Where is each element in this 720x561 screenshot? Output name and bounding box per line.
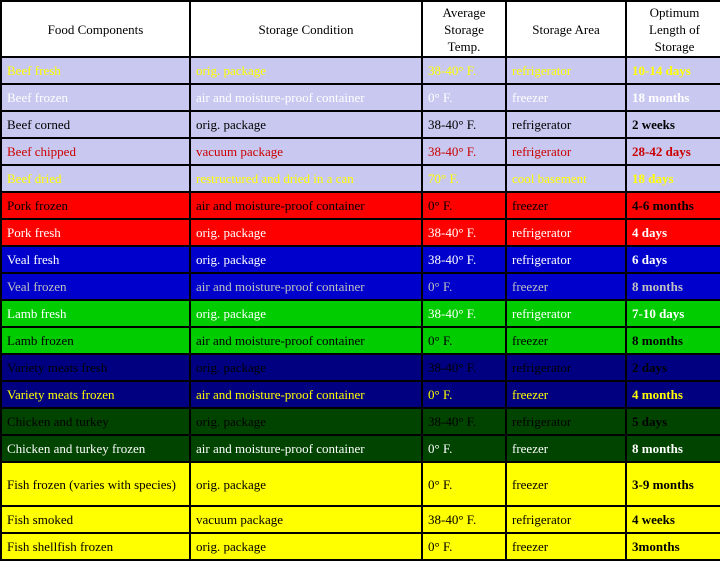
length-cell: 10-14 days: [627, 58, 720, 83]
food-cell: Lamb fresh: [2, 301, 189, 326]
condition-cell: vacuum package: [191, 507, 421, 532]
area-cell: refrigerator: [507, 507, 625, 532]
table-row: [2, 301, 720, 326]
food-cell: Fish smoked: [2, 507, 189, 532]
temp-cell: 0° F.: [423, 85, 505, 110]
table-row: [2, 58, 720, 83]
condition-cell: orig. package: [191, 58, 421, 83]
temp-cell: 38-40° F.: [423, 112, 505, 137]
condition-cell: orig. package: [191, 247, 421, 272]
length-cell: 8 months: [627, 436, 720, 461]
area-cell: refrigerator: [507, 58, 625, 83]
table-row: [2, 274, 720, 299]
table-row: [2, 112, 720, 137]
area-cell: freezer: [507, 193, 625, 218]
condition-cell: orig. package: [191, 409, 421, 434]
header-food-components: Food Components: [2, 2, 189, 56]
area-cell: refrigerator: [507, 247, 625, 272]
temp-cell: 38-40° F.: [423, 507, 505, 532]
table-row: [2, 193, 720, 218]
table-row: [2, 166, 720, 191]
temp-cell: 38-40° F.: [423, 220, 505, 245]
header-average-storage-temp: Average Storage Temp.: [423, 2, 505, 56]
food-cell: Variety meats fresh: [2, 355, 189, 380]
condition-cell: air and moisture-proof container: [191, 436, 421, 461]
temp-cell: 0° F.: [423, 193, 505, 218]
area-cell: refrigerator: [507, 220, 625, 245]
condition-cell: air and moisture-proof container: [191, 382, 421, 407]
temp-cell: 38-40° F.: [423, 355, 505, 380]
area-cell: refrigerator: [507, 301, 625, 326]
length-cell: 4 weeks: [627, 507, 720, 532]
length-cell: 18 days: [627, 166, 720, 191]
area-cell: refrigerator: [507, 139, 625, 164]
length-cell: 3-9 months: [627, 463, 720, 505]
temp-cell: 0° F.: [423, 463, 505, 505]
temp-cell: 38-40° F.: [423, 58, 505, 83]
condition-cell: vacuum package: [191, 139, 421, 164]
area-cell: refrigerator: [507, 409, 625, 434]
condition-cell: restructured and dried in a can: [191, 166, 421, 191]
header-storage-area: Storage Area: [507, 2, 625, 56]
area-cell: freezer: [507, 463, 625, 505]
length-cell: 8 months: [627, 328, 720, 353]
length-cell: 4 days: [627, 220, 720, 245]
length-cell: 4 months: [627, 382, 720, 407]
condition-cell: air and moisture-proof container: [191, 193, 421, 218]
temp-cell: 70° F.: [423, 166, 505, 191]
condition-cell: air and moisture-proof container: [191, 274, 421, 299]
food-cell: Beef fresh: [2, 58, 189, 83]
area-cell: cool basement: [507, 166, 625, 191]
food-cell: Fish shellfish frozen: [2, 534, 189, 559]
temp-cell: 0° F.: [423, 328, 505, 353]
table-row: [2, 355, 720, 380]
table-row: [2, 328, 720, 353]
length-cell: 8 months: [627, 274, 720, 299]
food-cell: Beef dried: [2, 166, 189, 191]
length-cell: 4-6 months: [627, 193, 720, 218]
area-cell: freezer: [507, 534, 625, 559]
condition-cell: orig. package: [191, 301, 421, 326]
area-cell: freezer: [507, 328, 625, 353]
table-row: [2, 85, 720, 110]
food-cell: Beef chipped: [2, 139, 189, 164]
length-cell: 7-10 days: [627, 301, 720, 326]
food-cell: Veal frozen: [2, 274, 189, 299]
area-cell: refrigerator: [507, 112, 625, 137]
condition-cell: orig. package: [191, 355, 421, 380]
condition-cell: air and moisture-proof container: [191, 85, 421, 110]
length-cell: 2 weeks: [627, 112, 720, 137]
area-cell: freezer: [507, 436, 625, 461]
temp-cell: 0° F.: [423, 436, 505, 461]
area-cell: refrigerator: [507, 355, 625, 380]
table-row: [2, 463, 720, 505]
table-row: [2, 409, 720, 434]
table-row: [2, 534, 720, 559]
condition-cell: orig. package: [191, 463, 421, 505]
food-cell: Beef corned: [2, 112, 189, 137]
table-row: [2, 507, 720, 532]
condition-cell: air and moisture-proof container: [191, 328, 421, 353]
length-cell: 6 days: [627, 247, 720, 272]
length-cell: 5 days: [627, 409, 720, 434]
food-cell: Variety meats frozen: [2, 382, 189, 407]
food-cell: Beef frozen: [2, 85, 189, 110]
length-cell: 28-42 days: [627, 139, 720, 164]
food-cell: Lamb frozen: [2, 328, 189, 353]
area-cell: freezer: [507, 382, 625, 407]
food-cell: Veal fresh: [2, 247, 189, 272]
table-row: [2, 382, 720, 407]
condition-cell: orig. package: [191, 220, 421, 245]
condition-cell: orig. package: [191, 112, 421, 137]
condition-cell: orig. package: [191, 534, 421, 559]
temp-cell: 38-40° F.: [423, 139, 505, 164]
header-storage-condition: Storage Condition: [191, 2, 421, 56]
temp-cell: 0° F.: [423, 274, 505, 299]
food-cell: Chicken and turkey: [2, 409, 189, 434]
header-optimum-length: Optimum Length of Storage: [627, 2, 720, 56]
temp-cell: 0° F.: [423, 382, 505, 407]
temp-cell: 38-40° F.: [423, 301, 505, 326]
table-row: [2, 247, 720, 272]
food-cell: Pork frozen: [2, 193, 189, 218]
area-cell: freezer: [507, 85, 625, 110]
temp-cell: 0° F.: [423, 534, 505, 559]
header-row: [2, 2, 720, 56]
food-cell: Pork fresh: [2, 220, 189, 245]
table-row: [2, 139, 720, 164]
length-cell: 3months: [627, 534, 720, 559]
temp-cell: 38-40° F.: [423, 409, 505, 434]
table-body: [2, 58, 720, 559]
area-cell: freezer: [507, 274, 625, 299]
table-row: [2, 220, 720, 245]
length-cell: 18 months: [627, 85, 720, 110]
temp-cell: 38-40° F.: [423, 247, 505, 272]
food-cell: Fish frozen (varies with species): [2, 463, 189, 505]
length-cell: 2 days: [627, 355, 720, 380]
food-cell: Chicken and turkey frozen: [2, 436, 189, 461]
table-row: [2, 436, 720, 461]
